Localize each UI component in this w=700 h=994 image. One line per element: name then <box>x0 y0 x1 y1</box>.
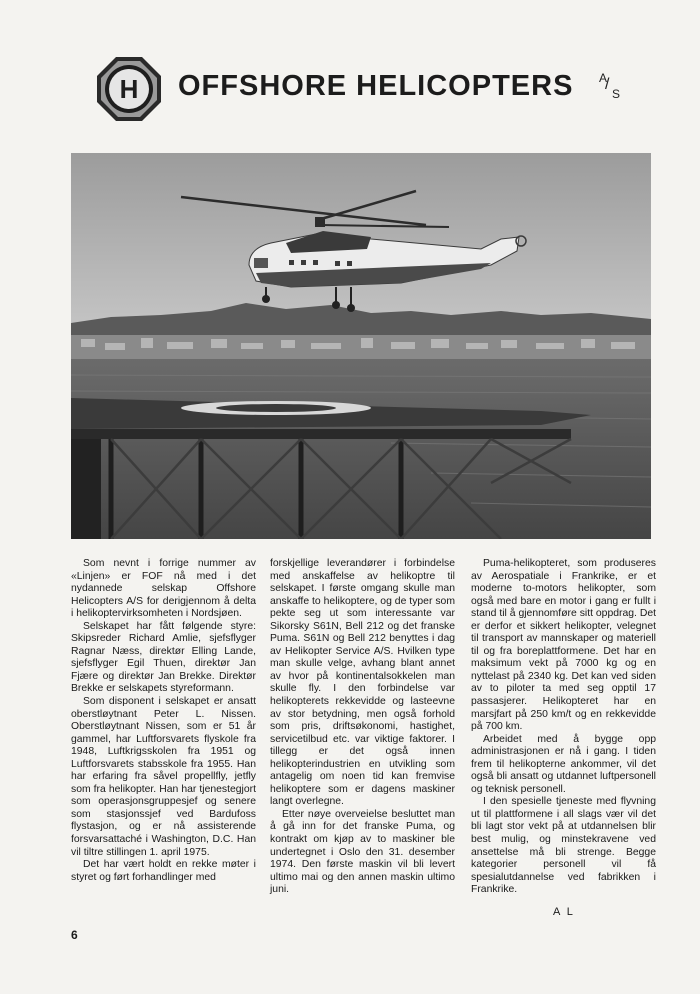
paragraph: Det har vært holdt en rekke møter i styret og ført forhandlinger med <box>71 859 256 883</box>
article-column-1 <box>71 558 256 884</box>
paragraph: I den spesielle tjeneste med flyvning ut til plattformene i all slags vær vil det bli lagt stor vekt på at utdannelsen blir best mulig, og minstekravene ved ansettelse må bli strenge. Begge kategorier personell vil få spesialutdannelse ved fabrikken i Frankrike. <box>471 796 656 896</box>
author-signature: A L <box>553 906 575 918</box>
article-column-3 <box>471 558 656 897</box>
paragraph: Som nevnt i forrige nummer av «Linjen» er FOF nå med i det nydannede selskap Offshore Helicopters A/S for derigjennom å delta i helikoptervirksomheten i Nordsjøen. <box>71 558 256 620</box>
suffix-slash: / <box>605 76 610 93</box>
page-header <box>96 56 636 126</box>
helicopter-photo <box>71 153 651 539</box>
page-title: OFFSHORE HELICOPTERS <box>178 70 574 102</box>
paragraph: Arbeidet med å bygge opp administrasjonen er nå i gang. I tiden frem til helikopterne ankommer, vil det også bli ansatt og utdannet luftpersonell og teknisk personell. <box>471 733 656 795</box>
paragraph: Som disponent i selskapet er ansatt oberstløytnant Peter L. Nissen. Oberstløytnant Nissen, som er 51 år gammel, har Luftforsvarets flyskole fra 1948, Luftkrigsskolen fra 1951 og Luftforsvarets stabsskole fra 1955. Han har erfaring fra såvel propellfly, jetfly som fra helikopter. Han har tjenestegjort som operasjonsgruppesjef og senere som stasjonssjef ved Bardufoss flystasjon, og er nå assisterende forsvarsattaché i Washington, D.C. Han vil tiltre stillingen 1. april 1975. <box>71 696 256 858</box>
page-number: 6 <box>71 928 78 942</box>
article-column-2 <box>270 558 455 897</box>
article-body <box>71 558 656 928</box>
paragraph: forskjellige leverandører i forbindelse med anskaffelse av helikoptre til selskapet. I første omgang skulle man anskaffe to helikoptere, og de typer som pekte seg ut som interessante var Sikorsky S61N, Bell 212 og det franske Puma. S61N og Bell 212 benyttes i dag av Helikopter Service A/S. Hvilken type man skulle velge, avhang blant annet av hvor på kontinentalsokkelen man skulle fly. I den forbindelse var helikopterets rekkevidde og lasteevne av stor betydning, men også forhold som pris, driftsøkonomi, hastighet, servicetilbud etc. var viktige faktorer. I tillegg er det også innen helikopterindustrien en utvikling som antagelig om noen tid kan fremvise helikoptere som er dagens maskiner langt overlegne. <box>270 558 455 808</box>
logo-letter: H <box>119 74 139 104</box>
company-logo <box>96 56 162 122</box>
paragraph: Etter nøye overveielse besluttet man å gå inn for det franske Puma, og kontrakt om kjøp av to maskiner ble undertegnet i Oslo den 31. desember 1974. Den første maskin vil bli levert ultimo mai og den annen maskin ultimo juni. <box>270 808 455 896</box>
suffix-a: A <box>599 71 608 85</box>
paragraph: Puma-helikopteret, som produseres av Aerospatiale i Frankrike, er et moderne to-motors helikopter, som også med bare en motor i gang er fullt i stand til å gjennomføre sitt oppdrag. Det er derfor et sikkert helikopter, velegnet til transport av mannskaper og materiell til og fra boreplattformene. Det har en maksimum vekt på 7000 kg og en nyttelast på 2340 kg. Det kan ved siden av to piloter ta med seg opptil 17 passasjerer. Helikopteret har en marsjfart på 250 km/t og en rekkevidde på 700 km. <box>471 558 656 733</box>
paragraph: Selskapet har fått følgende styre: Skipsreder Richard Amlie, sjefsflyger Ragnar Næss, direktør Elling Lande, sjefsflyger Egil Thuen, direktør Jan Fjære og direktør Jan Brekke. Direktør Brekke er selskapets styreformann. <box>71 620 256 695</box>
suffix-s: S <box>612 87 621 101</box>
